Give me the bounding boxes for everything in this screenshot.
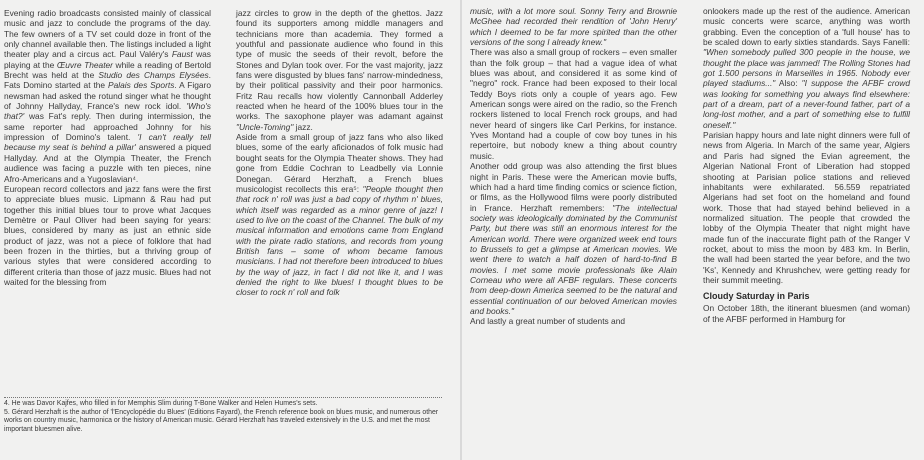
left-column-2 [236, 8, 443, 298]
section-heading: Cloudy Saturday in Paris [703, 291, 810, 302]
right-column-2 [703, 6, 910, 324]
footnote: 5. Gérard Herzhaft is the author of 'l'Encyclopédie du Blues' (Editions Fayard), the French reference book on blues music, and numerous other works on country music, harmonica or the history of American music. Gérard Herzhaft has traveled extensively in the U.S. and met the most important bluesmen alive. [4, 408, 439, 434]
right-column-1 [470, 6, 677, 327]
paragraph: music, with a lot more soul. Sonny Terry and Brownie McGhee had recorded their rendition of 'John Henry' which I deemed to be far more spirited than the other versions of the song I already knew." [470, 6, 677, 48]
paragraph: On October 18th, the itinerant bluesmen (and woman) of the AFBF performed in Hamburg for [703, 303, 910, 324]
paragraph: And lastly a great number of students and [470, 316, 626, 327]
paragraph: European record collectors and jazz fans were the first to appreciate blues music. Lipmann & Rau had put together this initial blues tour to prove what Jacques Demètre or Paul Oliver had been saying for years: blues, considered by many as just an ethnic side product of jazz, was not a piece of folklore that had been frozen in the thirties, but a thriving group of various styles that were considered according to different criteria than those of jazz music. Blues had not waited for the blessing from [4, 183, 211, 287]
footnotes [4, 397, 442, 435]
paragraph: jazz circles to grow in the depth of the ghettos. Jazz found its supporters among middle managers and technicians more than academia. They formed a youthful and passionate audience who found in this type of music the seeds of their revolt, before the Stones and Dylan took over. For the vast majority, jazz fans were disgusted by blues fans' narrow-mindedness, by their political passivity and their poor harmonics. Fritz Rau recalls how violently Cannonball Adderley reacted when he heard of the 100% blues tour in the works. The saxophone player was adamant against "Uncle-Toming" jazz. [236, 8, 443, 132]
footnote: 4. He was Davor Kajfes, who filled in for Memphis Slim during T-Bone Walker and Helen Humes's sets. [4, 400, 318, 407]
left-column-1 [4, 8, 211, 287]
right-page [462, 0, 924, 460]
left-page [0, 0, 460, 460]
paragraph: Parisian happy hours and late night dinners were full of news from Algeria. In March of the same year, Algiers and Paris had signed the Evian agreement, the Algerian National Front of Liberation had stopped shooting at Parisian police stations and relieved inhabitants were exhilarated. 56.559 repatriated Algerians had set foot on the homeland and found work. Those that had stayed behind believed in a normalized situation. The people that crowded the lobby of the Olympia Theater that night might have made fun of the inaccurate flight path of the Ranger V rocket, about to miss the moon by 483 km. In Berlin, the wall had been started the year before, and the two 'Ks', Kennedy and Khrushchev, were getting ready for their summit meeting. [703, 130, 910, 285]
paragraph: There was also a small group of rockers – even smaller than the folk group – that had a vague idea of what blues was about, and considered it as some kind of "negro" rock. France had been exposed to their local Teddy Boys riots only a couple of years ago. Few American songs were aired on the radio, so the French rockers listened to local French rock groups, and had never heard of singers like Carl Perkins, for instance. Yves Montand had a couple of cow boy tunes in his repertoire, but nobody knew a thing about country music. [470, 47, 677, 161]
paragraph: Aside from a small group of jazz fans who also liked blues, some of the early aficionados of folk music had bought seats for the Olympia Theater shows. They had gone from Eddie Cochran to Leadbelly via Lonnie Donegan. Gérard Herzhaft, a French blues musicologist recollects this era⁵: "People thought then that rock n' roll was just a bad copy of rhythm n' blues, which itself was regarded as a minor genre of jazz! I used to live on the coast of the Channel. The bulk of my musical information and emotions came from England with the pirate radio stations, and records from young British fans – some of whom became famous musicians. I had not therefore been introduced to blues by the way of jazz, in fact I did not like it, and I was denied the right to like blues! I thought blues to be closer to rock n' roll and folk [236, 132, 443, 298]
paragraph: onlookers made up the rest of the audience. American music concerts were scarce, anything was worth grabbing. Even the conception of a 'full house' has to be scaled down to early sixties standards. Says Fanelli: "When somebody pulled 300 people in the house, we thought the place was jammed! The Rolling Stones had got 1.500 persons in Marseilles in 1965. Nobody ever played stadiums..." Also: "I suppose the AFBF crowd was looking for something you always find elsewhere: part of a dream, part of a never-found father, part of a long-lost mother, and a part of something else to fulfill oneself." [703, 6, 910, 130]
paragraph: Another odd group was also attending the first blues night in Paris. These were the American movie buffs, which had a hard time finding comics or science fiction, or films, as the Hollywood films were poorly distributed in France. Herzhaft remembers: "The intellectual society was ideologically dominated by the Communist Party, but there was still an enormous interest for the American world. There were organized week end tours to Brussels to get a glimpse at American movies. We went there to watch a half dozen of hard-to-find B movies. I met some movie professionals like Alain Corneau who were all AFBF regulars. These concerts from deep-down America seemed to be the natural and essential continuation of our beloved American movies and books." [470, 161, 677, 316]
paragraph: Evening radio broadcasts consisted mainly of classical music and jazz to conclude the programs of the day. The few owners of a TV set could doze in front of the only channel available then. The listings included a light theater play and a circus act. Paul Valéry's Faust was playing at the Œuvre Theater while a reading of Bertold Brecht was held at the Studio des Champs Elysées. Fats Domino started at the Palais des Sports. A Figaro newsman had asked the rotund singer what he thought of Johnny Hallyday, France's new rock idol. 'Who's that?' was Fat's reply. Then during intermission, the same reporter had approached Johnny for his impression of Domino's talent. 'I can't really tell because my seat is behind a pillar' answered a piqued Hallyday. And at the Olympia Theater, the French audience was facing a puzzle with ten pieces, nine Afro-Americans and a Yugoslavian⁴. [4, 8, 212, 184]
